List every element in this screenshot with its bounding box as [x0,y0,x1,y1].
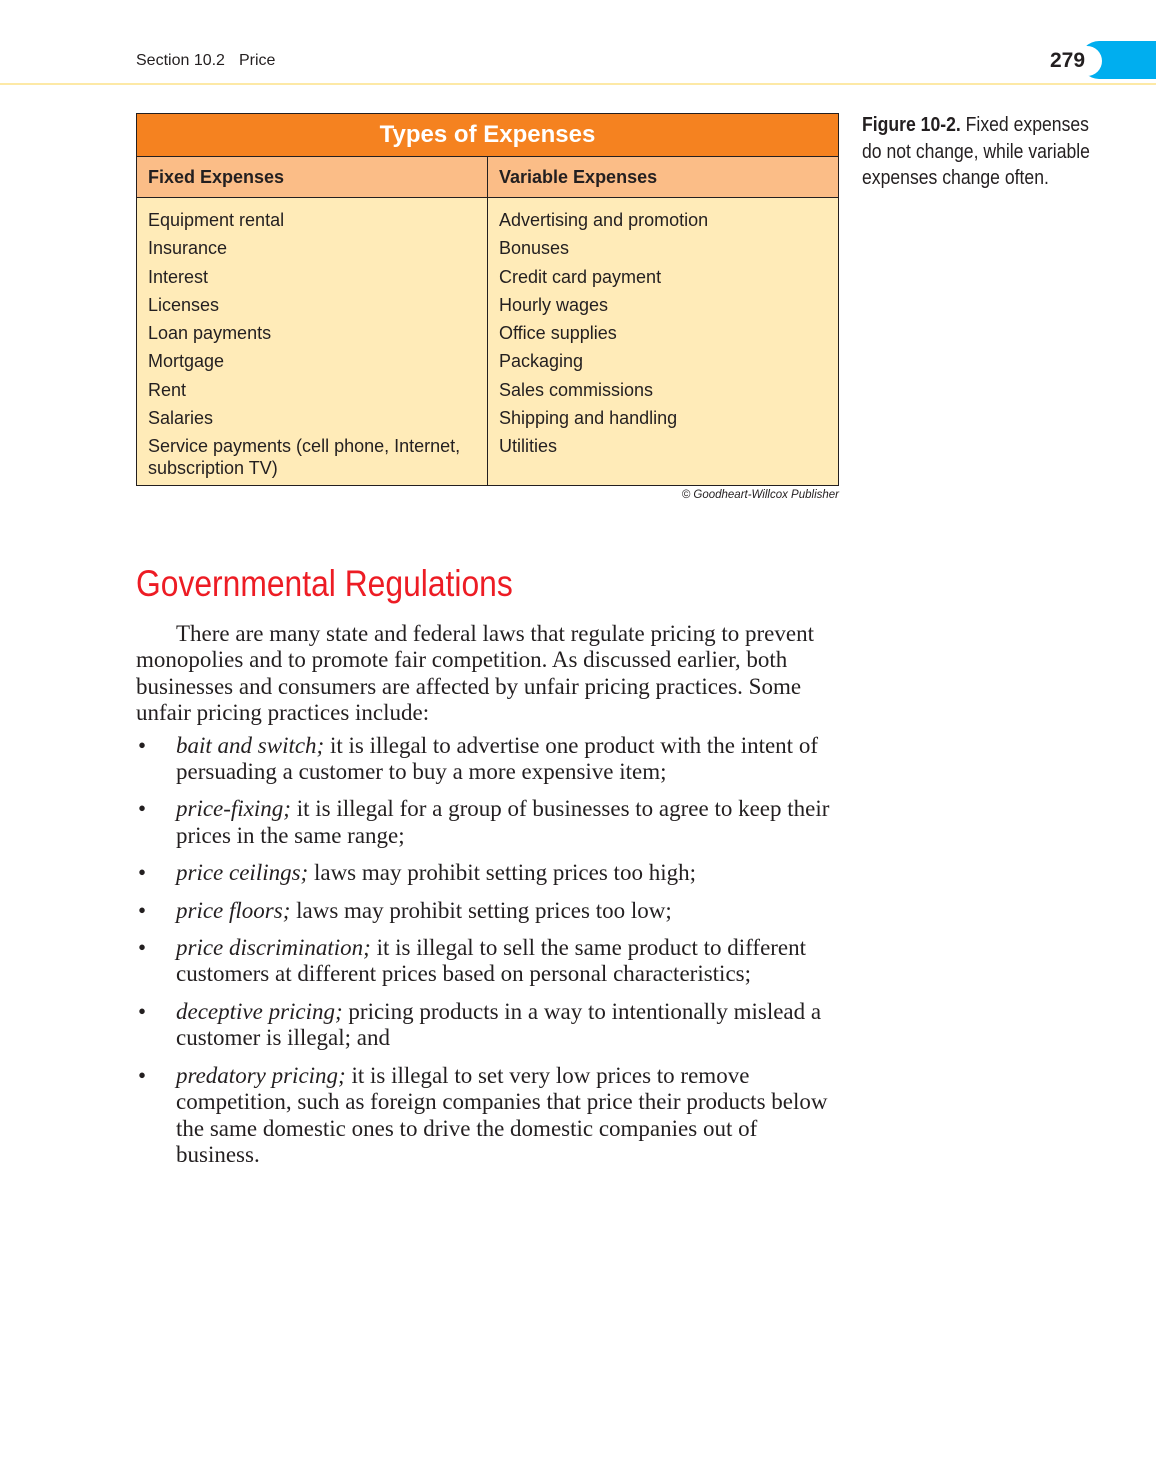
body-text [136,621,836,1179]
fixed-expenses-column [137,198,488,486]
page-number: 279 [1030,46,1102,76]
running-header [136,52,275,70]
fixed-expense-item: Insurance [148,238,228,259]
list-item [136,1063,836,1169]
list-item [136,733,836,786]
column-header-variable: Variable Expenses [488,157,839,198]
definition: laws may prohibit setting prices too low; [290,897,672,923]
bullet-icon: • [138,897,147,923]
list-item [136,999,836,1052]
image-credit: © Goodheart-Willcox Publisher [681,489,839,501]
definition: it is illegal to set very low prices to remove competition, such as foreign companies that price their products below the same domestic ones to drive the domestic companies out of business. [176,1062,828,1167]
list-item [136,935,836,988]
variable-expense-item: Utilities [499,436,558,457]
definition: laws may prohibit setting prices too high; [308,860,696,886]
fixed-expense-item: Loan payments [148,323,272,344]
variable-expense-item: Shipping and handling [499,408,678,429]
variable-expense-item: Credit card payment [499,266,662,287]
bullet-icon: • [138,998,147,1024]
variable-expense-item: Sales commissions [499,379,654,400]
variable-expense-item: Hourly wages [499,294,609,315]
list-item [136,796,836,849]
bullet-icon: • [138,935,147,961]
table-title: Types of Expenses [137,114,839,157]
column-header-fixed: Fixed Expenses [137,157,488,198]
fixed-expense-item: Salaries [148,408,214,429]
bullet-icon: • [138,1062,147,1088]
list-item [136,898,836,924]
term: price discrimination; [176,935,371,961]
fixed-expense-item: Equipment rental [148,210,285,230]
fixed-expense-item: Interest [148,266,209,287]
fixed-expense-item: Mortgage [148,351,225,372]
definition: it is illegal to advertise one product with the intent of persuading a customer to buy a more expensive item; [176,732,818,785]
fixed-expense-item: Licenses [148,294,220,315]
bullet-icon: • [138,860,147,886]
list-item [136,860,836,886]
caption-label: Figure 10-2. [862,114,961,136]
fixed-expense-item: Service payments (cell phone, Internet, subscription TV) [148,436,461,479]
expenses-table [136,113,839,486]
header-divider [0,83,1156,85]
pricing-practices-list [136,733,836,1169]
section-number: Section 10.2 [136,52,225,69]
intro-paragraph: There are many state and federal laws that regulate pricing to prevent monopolies and to promote fair competition. As discussed earlier, both businesses and consumers are affected by unfair pricing practices. Some unfair pricing practices include: [136,621,814,726]
definition: it is illegal to sell the same product to different customers at different prices based on personal characteristics; [176,935,807,987]
figure-caption [862,112,1091,192]
term: price floors; [176,897,291,923]
variable-expense-item: Packaging [499,351,584,372]
section-title: Price [238,52,276,69]
bullet-icon: • [138,732,147,758]
term: price ceilings; [176,860,309,886]
bullet-icon: • [138,796,147,822]
definition: pricing products in a way to intentionally mislead a customer is illegal; and [176,998,822,1051]
section-heading: Governmental Regulations [136,563,513,604]
term: price-fixing; [176,796,291,822]
fixed-expense-item: Rent [148,379,187,400]
variable-expense-item: Office supplies [499,323,617,344]
term: predatory pricing; [176,1062,346,1088]
variable-expense-item: Advertising and promotion [499,210,709,230]
variable-expense-item: Bonuses [499,238,570,259]
term: deceptive pricing; [176,998,343,1024]
variable-expenses-column [488,198,839,486]
definition: it is illegal for a group of businesses to agree to keep their prices in the same range; [176,796,830,848]
caption-text: Fixed expenses do not change, while variable expenses change often. [862,114,1090,189]
term: bait and switch; [176,732,325,758]
